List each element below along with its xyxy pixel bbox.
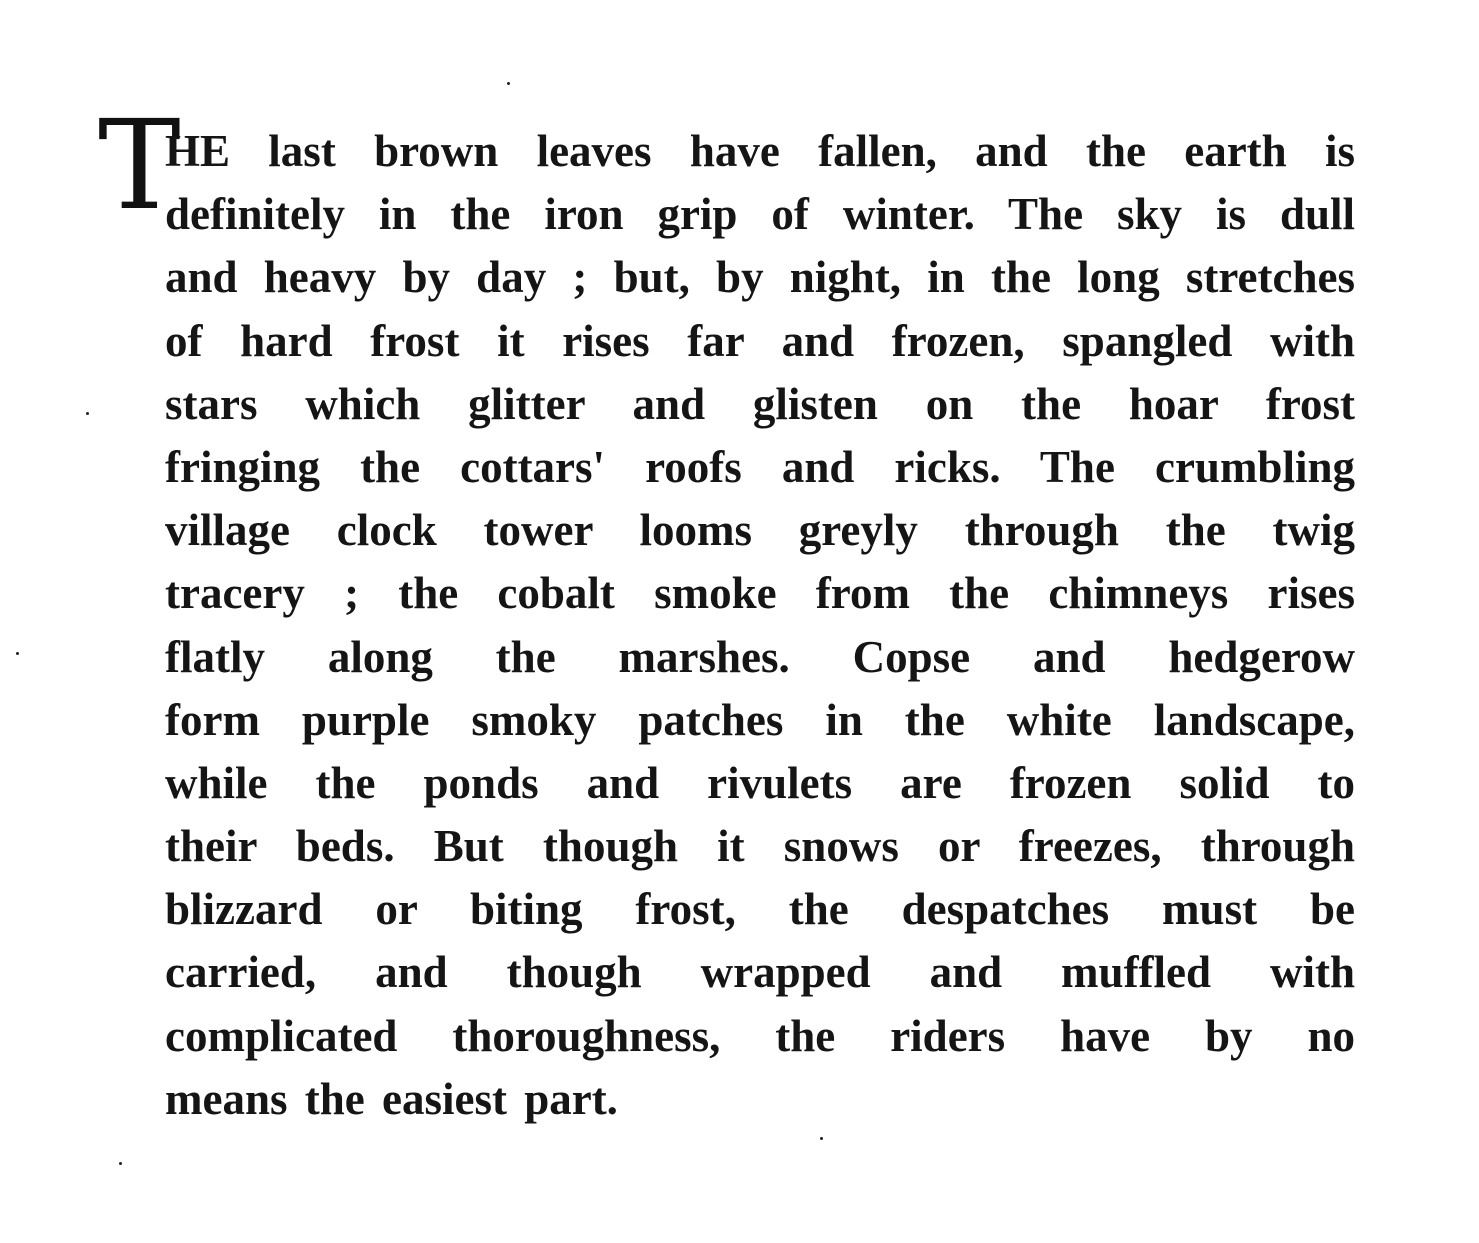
text-line-13: blizzard or biting frost, the despatches must be: [165, 884, 1355, 935]
text-line-8: tracery ; the cobalt smoke from the chimneys rises: [165, 568, 1355, 619]
drop-cap: T: [98, 94, 181, 238]
text-line-14: carried, and though wrapped and muffled with: [165, 947, 1355, 998]
text-line-9: flatly along the marshes. Copse and hedgerow: [165, 631, 1355, 682]
print-speck: [507, 82, 510, 85]
text-line-7: village clock tower looms greyly through the twig: [165, 505, 1355, 556]
text-line-12: their beds. But though it snows or freezes, through: [165, 821, 1355, 872]
print-speck: [16, 652, 19, 655]
text-line-15: complicated thoroughness, the riders have by no: [165, 1010, 1355, 1061]
paragraph: [165, 120, 1355, 1131]
text-line-4: of hard frost it rises far and frozen, spangled with: [165, 315, 1355, 366]
text-line-5: stars which glitter and glisten on the hoar frost: [165, 378, 1355, 429]
print-speck: [119, 1162, 122, 1165]
print-speck: [820, 1137, 823, 1140]
text-line-3: and heavy by day ; but, by night, in the long stretches: [165, 252, 1355, 303]
text-line-6: fringing the cottars' roofs and ricks. The crumbling: [165, 441, 1355, 492]
text-line-16: means the easiest part.: [165, 1073, 618, 1124]
text-line-10: form purple smoky patches in the white landscape,: [165, 694, 1355, 745]
text-line-11: while the ponds and rivulets are frozen solid to: [165, 757, 1355, 808]
print-speck: [86, 412, 89, 415]
text-line-1: HE last brown leaves have fallen, and the earth is: [165, 126, 1355, 176]
text-line-2: definitely in the iron grip of winter. The sky is dull: [165, 189, 1355, 240]
